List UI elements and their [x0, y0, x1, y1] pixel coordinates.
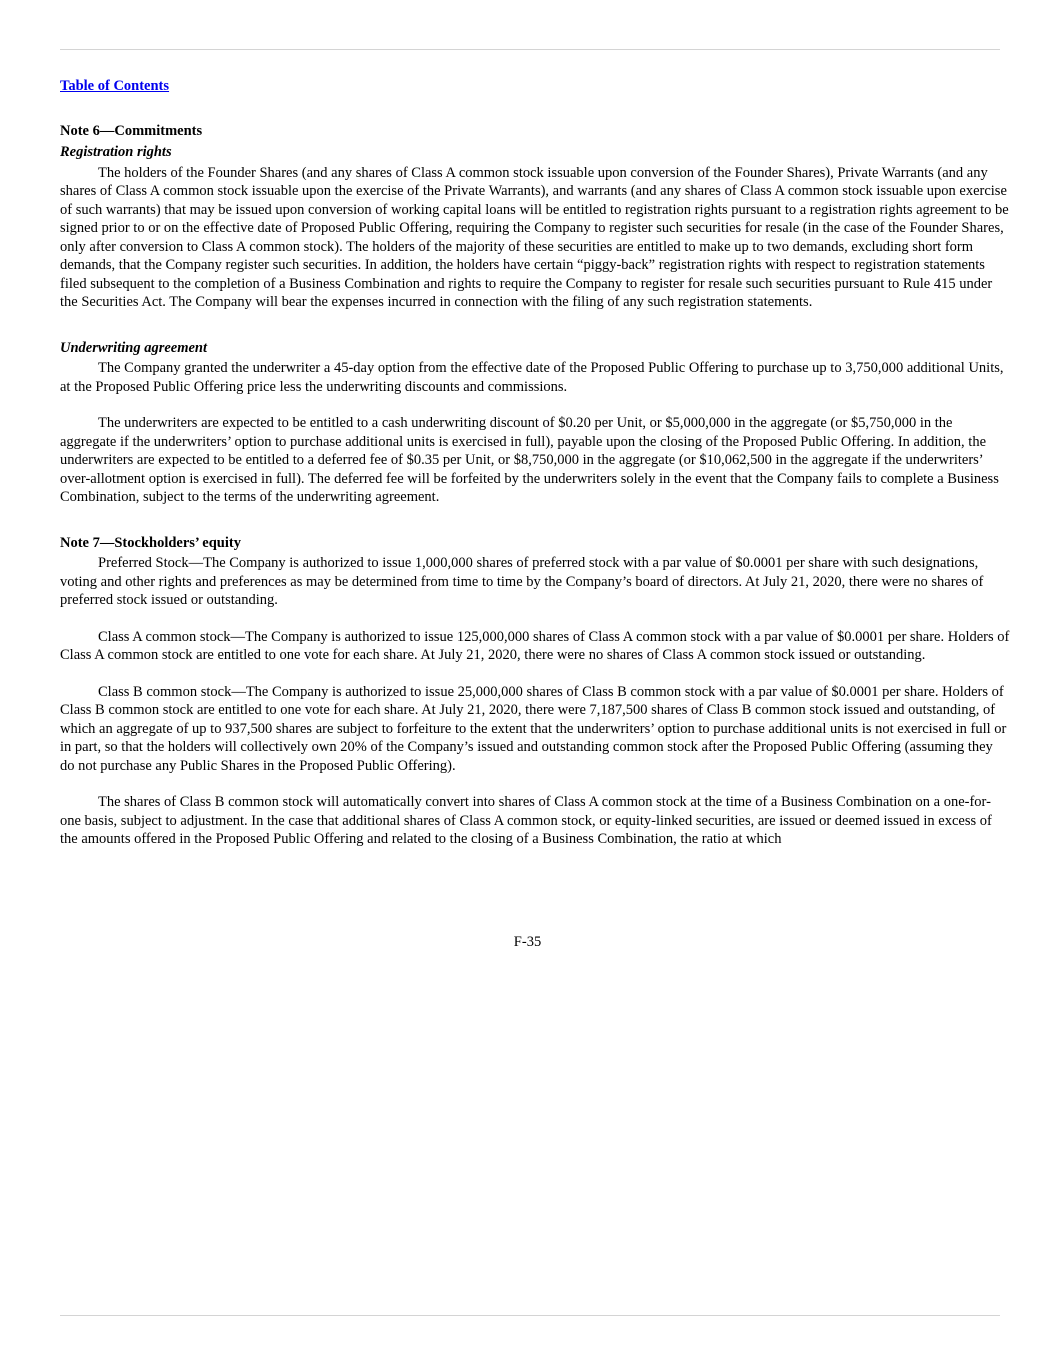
class-a-common-stock-paragraph: Class A common stock—The Company is authorized to issue 125,000,000 shares of Class A common stock with a par value of $0.0001 per share. Holders of Class A common stock are entitled to one vote for each share. At July 21, 2020, there were no shares of Class A common stock issued or outstanding.	[60, 628, 1010, 663]
spacer	[60, 610, 1010, 628]
preferred-stock-paragraph: Preferred Stock—The Company is authorized to issue 1,000,000 shares of preferred stock with a par value of $0.0001 per share with such designations, voting and other rights and preferences as may be determined from time to time by the Company’s board of directors. At July 21, 2020, there were no shares of preferred stock issued or outstanding.	[60, 555, 984, 608]
spacer	[60, 312, 1010, 339]
registration-rights-heading: Registration rights	[60, 144, 172, 160]
bottom-rule	[60, 1315, 1000, 1316]
table-of-contents-link[interactable]: Table of Contents	[60, 78, 170, 94]
note-7-heading: Note 7—Stockholders’ equity	[60, 534, 241, 551]
document-body	[60, 77, 1010, 849]
spacer	[60, 507, 1010, 534]
spacer	[60, 665, 1010, 683]
registration-rights-paragraph: The holders of the Founder Shares (and any shares of Class A common stock issuable upon conversion of the Founder Shares), Private Warrants (and any shares of Class A common stock issuable upon the exercise of the Private Warrants), and warrants (and any shares of Class A common stock issuable upon exercise of such warrants) that may be issued upon conversion of working capital loans will be entitled to registration rights pursuant to a registration rights agreement to be signed prior to or on the effective date of Proposed Public Offering, requiring the Company to register such securities for resale (in the case of the Founder Shares, only after conversion to Class A common stock). The holders of the majority of these securities are entitled to make up to two demands, excluding short form demands, that the Company register such securities. In addition, the holders have certain “piggy-back” registration rights with respect to registration statements filed subsequent to the completion of a Business Combination and rights to require the Company to register for resale such securities pursuant to Rule 415 under the Securities Act. The Company will bear the expenses incurred in connection with the filing of any such registration statements.	[60, 164, 1009, 310]
class-b-common-stock-paragraph: Class B common stock—The Company is authorized to issue 25,000,000 shares of Class B common stock with a par value of $0.0001 per share. Holders of Class B common stock are entitled to one vote for each share. At July 21, 2020, there were 7,187,500 shares of Class B common stock issued and outstanding, of which an aggregate of up to 937,500 shares are subject to forfeiture to the extent that the underwriters’ option to purchase additional units is not exercised in full or in part, so that the holders will collectively own 20% of the Company’s issued and outstanding common stock after the Proposed Public Offering (assuming they do not purchase any Public Shares in the Proposed Public Offering).	[60, 683, 1007, 774]
spacer	[60, 775, 1010, 793]
top-rule	[60, 49, 1000, 50]
spacer	[60, 96, 1010, 122]
spacer	[60, 396, 1010, 414]
conversion-paragraph: The shares of Class B common stock will automatically convert into shares of Class A common stock at the time of a Business Combination on a one-for-one basis, subject to adjustment. In the case that additional shares of Class A common stock, or equity-linked securities, are issued or deemed issued in excess of the amounts offered in the Proposed Public Offering and related to the closing of a Business Combination, the ratio at which	[60, 794, 992, 847]
note-6-heading: Note 6—Commitments	[60, 122, 203, 139]
underwriting-option-paragraph: The Company granted the underwriter a 45-day option from the effective date of the Proposed Public Offering to purchase up to 3,750,000 additional Units, at the Proposed Public Offering price less the underwriting discounts and commissions.	[60, 360, 1004, 395]
underwriting-agreement-heading: Underwriting agreement	[60, 339, 208, 356]
underwriting-discount-paragraph: The underwriters are expected to be entitled to a cash underwriting discount of $0.20 per Unit, or $5,000,000 in the aggregate (or $5,750,000 in the aggregate if the underwriters’ option to purchase additional units is exercised in full), payable upon the closing of the Proposed Public Offering. In addition, the underwriters are expected to be entitled to a deferred fee of $0.35 per Unit, or $8,750,000 in the aggregate (or $10,062,500 in the aggregate if the underwriters’ over-allotment option is exercised in full). The deferred fee will be forfeited by the underwriters solely in the event that the Company fails to complete a Business Combination, subject to the terms of the underwriting agreement.	[60, 415, 999, 505]
page-number: F-35	[513, 934, 542, 950]
